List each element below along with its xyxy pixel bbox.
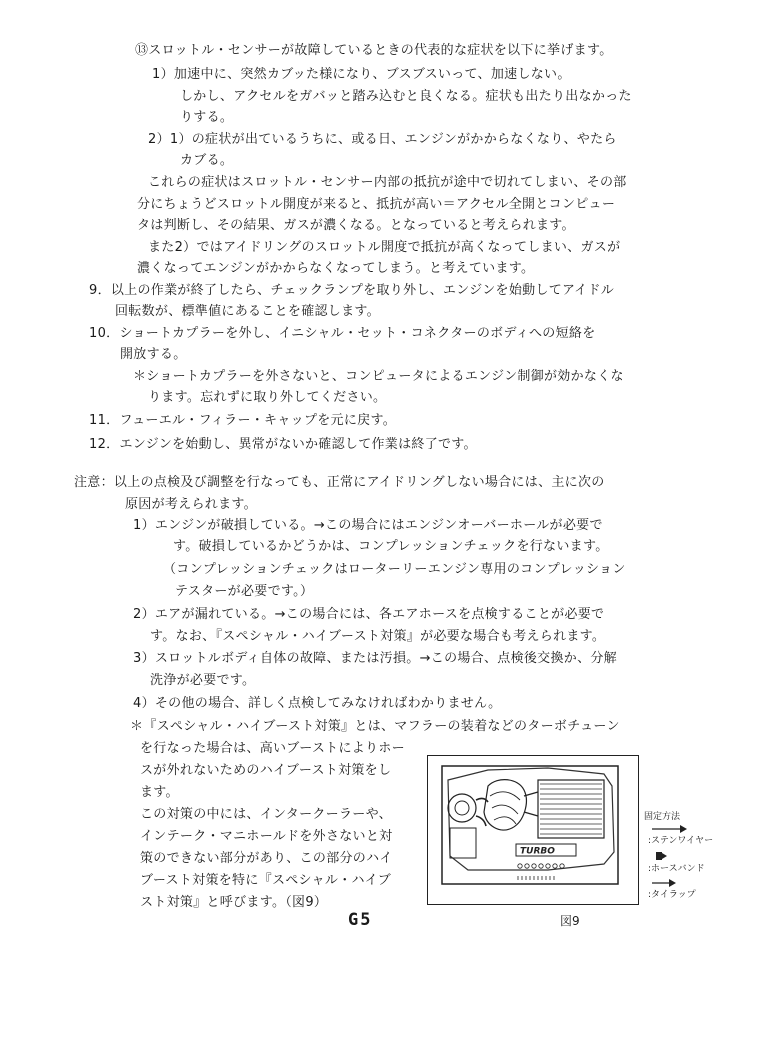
legend-item-hose-band: :ホースバンド [648, 864, 705, 874]
text-line: 1）加速中に、突然カブッた様になり、ブスブスいって、加速しない。 [152, 67, 571, 82]
engine-illustration [428, 756, 638, 904]
legend-title: 固定方法 [644, 812, 681, 822]
text-line: インテーク・マニホールドを外さないと対 [140, 829, 393, 844]
text-line: 10．ショートカプラーを外し、イニシャル・セット・コネクターのボディへの短絡を [89, 326, 596, 341]
text-line: 4）その他の場合、詳しく点検してみなければわかりません。 [133, 696, 502, 711]
turbo-label: TURBO [520, 846, 555, 857]
arrow-icon [650, 878, 680, 888]
band-icon [654, 850, 670, 862]
text-line: りする。 [180, 110, 234, 125]
text-line: ブースト対策を特に『スペシャル・ハイブ [140, 873, 392, 888]
text-line: ＊『スペシャル・ハイブースト対策』とは、マフラーの装着などのターボチューン [130, 719, 620, 734]
text-line: 9．以上の作業が終了したら、チェックランプを取り外し、エンジンを始動してアイドル [89, 283, 615, 298]
text-line: カブる。 [180, 153, 234, 168]
text-line: 12．エンジンを始動し、異常がないか確認して作業は終了です。 [89, 437, 477, 452]
text-line: 開放する。 [120, 347, 187, 362]
text-line: 3）スロットルボディ自体の故障、または汚損。→この場合、点検後交換か、分解 [133, 651, 617, 666]
text-line: ＊ショートカプラーを外さないと、コンピュータによるエンジン制御が効かなくな [133, 369, 624, 384]
text-line: す。破損しているかどうかは、コンプレッションチェックを行ないます。 [173, 539, 609, 554]
text-line: ます。 [140, 785, 179, 800]
text-line: す。なお、『スペシャル・ハイブースト対策』が必要な場合も考えられます。 [150, 629, 606, 644]
text-line: 注意：以上の点検及び調整を行なっても、正常にアイドリングしない場合には、主に次の [74, 475, 605, 490]
text-line: この対策の中には、インタークーラーや、 [140, 807, 392, 822]
text-line: ⑬スロットル・センサーが故障しているときの代表的な症状を以下に挙げます。 [135, 43, 613, 58]
text-line: を行なった場合は、高いブーストによりホー [140, 741, 405, 756]
text-line: タは判断し、その結果、ガスが濃くなる。となっていると考えられます。 [137, 218, 575, 233]
text-line: ります。忘れずに取り外してください。 [148, 390, 387, 405]
text-line: しかし、アクセルをガバッと踏み込むと良くなる。症状も出たり出なかった [180, 89, 632, 104]
text-line: また2）ではアイドリングのスロットル開度で抵抗が高くなってしまい、ガスが [148, 240, 621, 255]
text-line: 2）エアが漏れている。→この場合には、各エアホースを点検することが必要で [133, 607, 605, 622]
text-line: （コンプレッションチェックはローターリーエンジン専用のコンプレッション [163, 562, 626, 577]
text-line: 策のできない部分があり、この部分のハイ [140, 851, 393, 866]
legend-item-tie-wrap: :タイラップ [648, 890, 696, 900]
text-line: 回転数が、標準値にあることを確認します。 [115, 304, 380, 319]
arrow-icon [650, 824, 690, 834]
text-line: 洗浄が必要です。 [150, 673, 256, 688]
text-line: 2）1）の症状が出ているうちに、或る日、エンジンがかからなくなり、やたら [148, 132, 617, 147]
text-line: 1）エンジンが破損している。→この場合にはエンジンオーバーホールが必要で [133, 518, 603, 533]
text-line: 原因が考えられます。 [125, 497, 257, 512]
text-line: 濃くなってエンジンがかからなくなってしまう。と考えています。 [137, 261, 535, 276]
page-number: G5 [348, 910, 373, 930]
figure-caption: 図9 [560, 914, 580, 928]
text-line: テスターが必要です。） [175, 584, 314, 599]
text-line: スが外れないためのハイブースト対策をし [140, 763, 392, 778]
text-line: 分にちょうどスロットル開度が来ると、抵抗が高い＝アクセル全開とコンピュー [137, 197, 616, 212]
text-line: これらの症状はスロットル・センサー内部の抵抗が途中で切れてしまい、その部 [148, 175, 627, 190]
legend-item-wire: :ステンワイヤー [648, 836, 714, 846]
figure-9-engine-bay [427, 755, 639, 905]
text-line: スト対策』と呼びます。（図9） [140, 895, 328, 910]
text-line: 11．フューエル・フィラー・キャップを元に戻す。 [89, 413, 397, 428]
